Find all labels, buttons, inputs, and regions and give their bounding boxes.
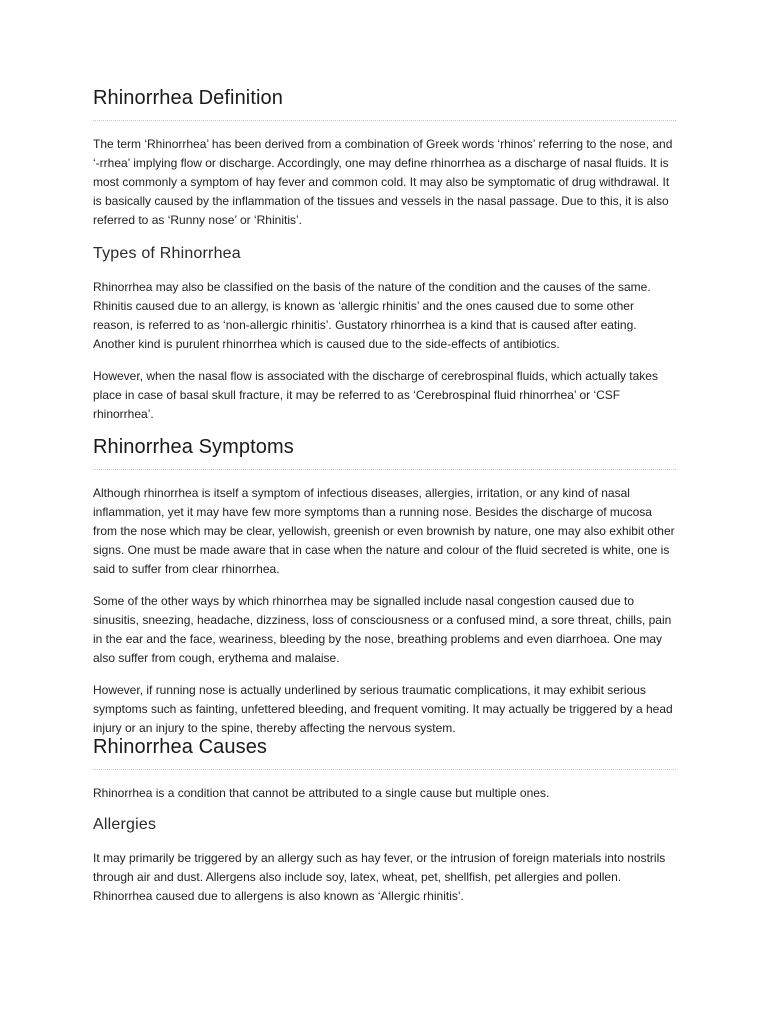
paragraph-definition-1: The term ‘Rhinorrhea’ has been derived from a combination of Greek words ‘rhinos’ referring to the nose, and ‘-rrhea’ implying flow or discharge. Accordingly, one may define rhinorrhea as a discharge of nasal fluids. It is most commonly a symptom of hay fever and common cold. It may also be symptomatic of drug withdrawal. It is basically caused by the inflammation of the tissues and vessels in the nasal passage. Due to this, it is also referred to as ‘Runny nose’ or ‘Rhinitis’. [93, 137, 673, 227]
subsection-heading-types: Types of Rhinorrhea [93, 245, 241, 262]
section-heading-definition: Rhinorrhea Definition [93, 87, 283, 109]
subsection-heading-allergies: Allergies [93, 816, 157, 833]
section-heading-causes: Rhinorrhea Causes [93, 736, 268, 758]
section-heading-symptoms: Rhinorrhea Symptoms [93, 436, 294, 458]
section-divider [93, 469, 676, 470]
paragraph-symptoms-3: However, if running nose is actually underlined by serious traumatic complications, it may exhibit serious symptoms such as fainting, unfettered bleeding, and frequent vomiting. It may actually be triggered by a head injury or an injury to the spine, thereby affecting the nervous system. [93, 683, 673, 735]
section-divider [93, 769, 676, 770]
paragraph-symptoms-2: Some of the other ways by which rhinorrhea may be signalled include nasal congestion caused due to sinusitis, sneezing, headache, dizziness, loss of consciousness or a confused mind, a sore threat, chills, pain in the ear and the face, weariness, bleeding by the nose, breathing problems and even diarrhoea. One may also suffer from cough, erythema and malaise. [93, 594, 672, 665]
section-divider [93, 120, 676, 121]
paragraph-allergies-1: It may primarily be triggered by an allergy such as hay fever, or the intrusion of foreign materials into nostrils through air and dust. Allergens also include soy, latex, wheat, pet, shellfish, pet allergies and pollen. Rhinorrhea caused due to allergens is also known as ‘Allergic rhinitis’. [93, 851, 666, 903]
paragraph-symptoms-1: Although rhinorrhea is itself a symptom of infectious diseases, allergies, irritation, or any kind of nasal inflammation, yet it may have few more symptoms than a running nose. Besides the discharge of mucosa from the nose which may be clear, yellowish, greenish or even brownish by nature, one may also exhibit other signs. One must be made aware that in case when the nature and colour of the fluid secreted is white, one is said to suffer from clear rhinorrhea. [93, 486, 675, 576]
paragraph-types-2: However, when the nasal flow is associated with the discharge of cerebrospinal fluids, which actually takes place in case of basal skull fracture, it may be referred to as ‘Cerebrospinal fluid rhinorrhea’ or ‘CSF rhinorrhea’. [93, 369, 658, 421]
paragraph-types-1: Rhinorrhea may also be classified on the basis of the nature of the condition and the causes of the same. Rhinitis caused due to an allergy, is known as ‘allergic rhinitis’ and the ones caused due to some other reason, is referred to as ‘non-allergic rhinitis’. Gustatory rhinorrhea is a kind that is caused after eating. Another kind is purulent rhinorrhea which is caused due to the side-effects of antibiotics. [93, 280, 651, 351]
article-body [93, 86, 676, 906]
paragraph-causes-1: Rhinorrhea is a condition that cannot be attributed to a single cause but multiple ones. [93, 786, 550, 800]
